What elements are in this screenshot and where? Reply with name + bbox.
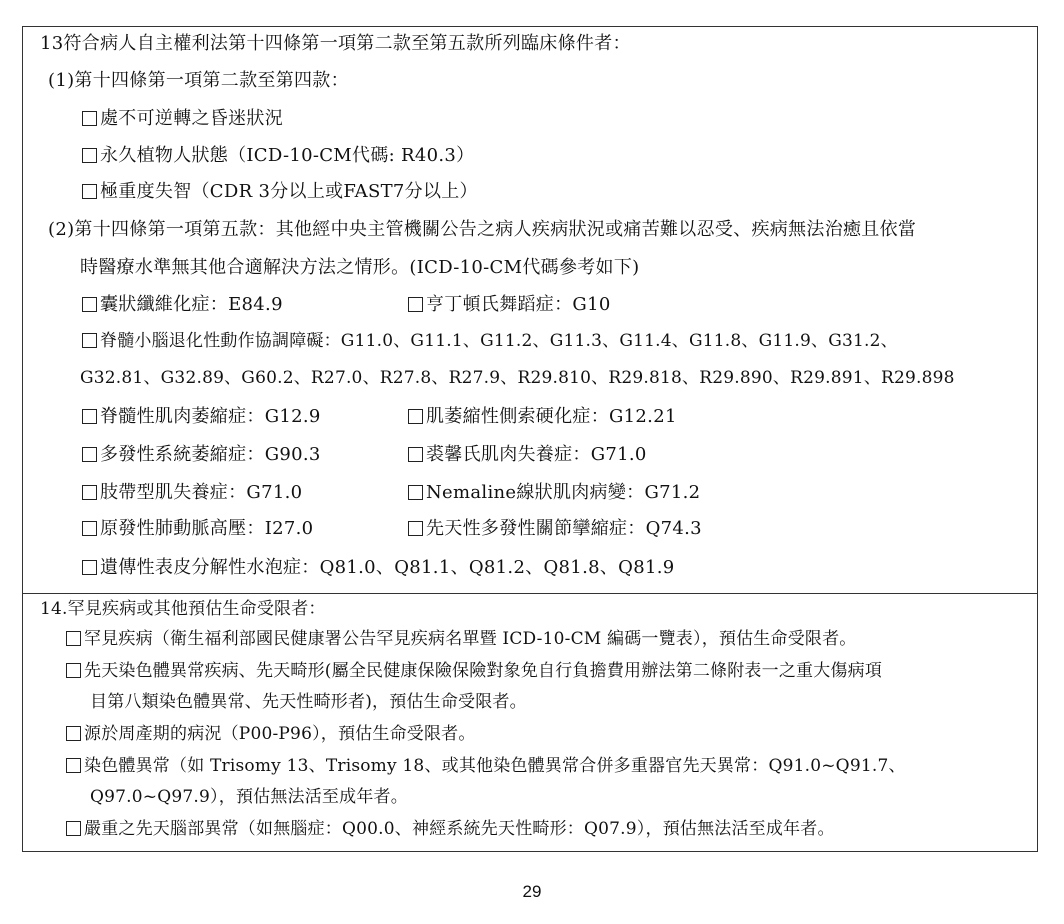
checkbox[interactable] xyxy=(66,821,81,836)
sub1-heading: (1)第十四條第一項第二款至第四款： xyxy=(48,70,349,91)
option-label: 源於周產期的病況（P00-P96），預估生命受限者。 xyxy=(84,724,476,744)
option-epidermolysis-bullosa[interactable] xyxy=(82,557,674,579)
checkbox[interactable] xyxy=(66,758,81,773)
sub2-heading-line2: 時醫療水準無其他合適解決方法之情形。(ICD-10-CM代碼參考如下) xyxy=(80,257,640,278)
option-label: 永久植物人狀態（ICD-10-CM代碼: R40.3） xyxy=(100,145,475,166)
option-perinatal[interactable] xyxy=(66,723,476,745)
checkbox[interactable] xyxy=(66,663,81,678)
option-label: 先天性多發性關節攣縮症：Q74.3 xyxy=(426,518,702,539)
option-cystic-fibrosis[interactable] xyxy=(82,294,283,316)
option-label: 脊髓小腦退化性動作協調障礙：G11.0、G11.1、G11.2、G11.3、G11.4、G11.8、G11.9、G31.2、 xyxy=(100,331,898,351)
ataxia-codes-continued: G32.81、G32.89、G60.2、R27.0、R27.8、R27.9、R29.810、R29.818、R29.890、R29.891、R29.898 xyxy=(80,368,955,388)
checkbox[interactable] xyxy=(82,297,97,312)
checkbox[interactable] xyxy=(82,485,97,500)
checkbox[interactable] xyxy=(82,111,97,126)
checkbox[interactable] xyxy=(82,333,97,348)
checkbox[interactable] xyxy=(66,631,81,646)
option-irreversible-coma[interactable] xyxy=(82,108,283,130)
option-label: Nemaline線狀肌肉病變：G71.2 xyxy=(426,482,701,503)
option-label: 遺傳性表皮分解性水泡症：Q81.0、Q81.1、Q81.2、Q81.8、Q81.9 xyxy=(100,557,675,578)
option-label: 脊髓性肌肉萎縮症：G12.9 xyxy=(100,406,321,427)
option-label: 嚴重之先天腦部異常（如無腦症：Q00.0、神經系統先天性畸形：Q07.9），預估無法活至成年者。 xyxy=(84,819,835,839)
option-als[interactable] xyxy=(408,406,677,428)
checkbox[interactable] xyxy=(82,447,97,462)
option-huntington[interactable] xyxy=(408,294,611,316)
option-label: 亨丁頓氏舞蹈症：G10 xyxy=(426,294,611,315)
section14-heading: 14.罕見疾病或其他預估生命受限者： xyxy=(40,599,326,619)
checkbox[interactable] xyxy=(82,521,97,536)
checkbox[interactable] xyxy=(408,521,423,536)
checkbox[interactable] xyxy=(82,148,97,163)
option-multiple-system-atrophy[interactable] xyxy=(82,444,321,466)
checkbox[interactable] xyxy=(408,485,423,500)
option-arthrogryposis[interactable] xyxy=(408,518,702,540)
chromosomal-anomaly-continued: Q97.0~Q97.9），預估無法活至成年者。 xyxy=(90,787,408,807)
option-limb-girdle[interactable] xyxy=(82,482,302,504)
option-nemaline[interactable] xyxy=(408,482,700,504)
checkbox[interactable] xyxy=(408,409,423,424)
option-label: 肌萎縮性側索硬化症：G12.21 xyxy=(426,406,677,427)
option-rare-disease[interactable] xyxy=(66,628,857,650)
option-chromosomal-anomaly[interactable] xyxy=(66,755,906,777)
checkbox[interactable] xyxy=(408,447,423,462)
option-label: 裘馨氏肌肉失養症：G71.0 xyxy=(426,444,647,465)
option-label: 肢帶型肌失養症：G71.0 xyxy=(100,482,303,503)
section13-heading: 13符合病人自主權利法第十四條第一項第二款至第五款所列臨床條件者： xyxy=(40,33,631,54)
sub2-heading-line1: (2)第十四條第一項第五款：其他經中央主管機關公告之病人疾病狀況或痛苦難以忍受、疾病無法治癒且依當 xyxy=(48,219,917,240)
checkbox[interactable] xyxy=(82,409,97,424)
option-label: 先天染色體異常疾病、先天畸形(屬全民健康保險保險對象免自行負擔費用辦法第二條附表一之重大傷病項 xyxy=(84,661,883,681)
checkbox[interactable] xyxy=(66,726,81,741)
option-label: 處不可逆轉之昏迷狀況 xyxy=(100,108,283,129)
option-spinal-muscular-atrophy[interactable] xyxy=(82,406,321,428)
option-pulmonary-hypertension[interactable] xyxy=(82,518,313,540)
option-label: 極重度失智（CDR 3分以上或FAST7分以上） xyxy=(100,181,478,202)
option-label: 染色體異常（如 Trisomy 13、Trisomy 18、或其他染色體異常合併多重器官先天異常：Q91.0~Q91.7、 xyxy=(84,756,906,776)
option-severe-dementia[interactable] xyxy=(82,181,478,203)
option-label: 囊狀纖維化症：E84.9 xyxy=(100,294,283,315)
page-number: 29 xyxy=(522,882,542,901)
option-vegetative-state[interactable] xyxy=(82,145,474,167)
option-label: 多發性系統萎縮症：G90.3 xyxy=(100,444,321,465)
option-label: 原發性肺動脈高壓：I27.0 xyxy=(100,518,314,539)
option-duchenne[interactable] xyxy=(408,444,647,466)
row-divider xyxy=(22,593,1038,594)
option-brain-malformation[interactable] xyxy=(66,818,835,840)
checkbox[interactable] xyxy=(82,560,97,575)
congenital-chromosomal-continued: 目第八類染色體異常、先天性畸形者)，預估生命受限者。 xyxy=(90,692,527,712)
checkbox[interactable] xyxy=(408,297,423,312)
checkbox[interactable] xyxy=(82,184,97,199)
option-congenital-chromosomal[interactable] xyxy=(66,660,882,682)
option-spinocerebellar-ataxia[interactable] xyxy=(82,330,898,352)
option-label: 罕見疾病（衛生福利部國民健康署公告罕見疾病名單暨 ICD-10-CM 編碼一覽表），預估生命受限者。 xyxy=(84,629,857,649)
